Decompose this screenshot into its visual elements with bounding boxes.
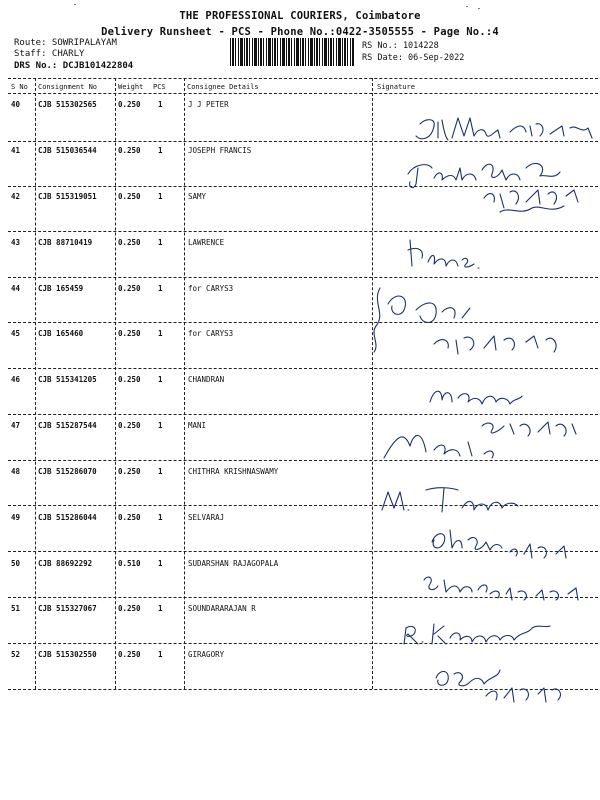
row-consignment: CJB 515036544 (38, 146, 97, 155)
row-pcs: 1 (158, 146, 163, 155)
row-consignment: CJB 88710419 (38, 238, 93, 247)
row-weight: 0.250 (118, 329, 141, 338)
col-pcs: PCS (153, 83, 166, 91)
row-consignment: CJB 515319051 (38, 192, 97, 201)
signature-43 (404, 236, 484, 272)
col-sno: S No (11, 83, 28, 91)
col-signature: Signature (377, 83, 415, 91)
row-consignee: CHITHRA KRISHNASWAMY (188, 467, 279, 476)
row-weight: 0.510 (118, 559, 141, 568)
col-consignment: Consignment No (38, 83, 98, 91)
row-pcs: 1 (158, 559, 163, 568)
row-sno: 45 (11, 329, 21, 338)
row-sno: 49 (11, 513, 21, 522)
row-consignee: GIRAGORY (188, 650, 225, 659)
row-pcs: 1 (158, 192, 163, 201)
row-pcs: 1 (158, 284, 163, 293)
row-consignee: SUDARSHAN RAJAGOPALA (188, 559, 279, 568)
signature-49 (426, 524, 576, 564)
rs-date: RS Date: 06-Sep-2022 (362, 53, 465, 63)
row-sno: 52 (11, 650, 21, 659)
row-weight: 0.250 (118, 467, 141, 476)
row-consignment: CJB 165460 (38, 329, 84, 338)
row-consignment: CJB 515341205 (38, 375, 97, 384)
runsheet-subtitle: Delivery Runsheet - PCS - Phone No.:0422-3505555 - Page No.:4 (101, 26, 499, 38)
row-weight: 0.250 (118, 192, 141, 201)
row-consignment: CJB 515286070 (38, 467, 97, 476)
row-pcs: 1 (158, 604, 163, 613)
signature-52 (430, 660, 570, 706)
signature-44-45 (366, 282, 576, 362)
row-weight: 0.250 (118, 375, 141, 384)
row-consignee: CHANDRAN (188, 375, 225, 384)
row-weight: 0.250 (118, 238, 141, 247)
row-consignee: J J PETER (188, 100, 229, 109)
row-consignee: SAMY (188, 192, 207, 201)
row-sno: 50 (11, 559, 21, 568)
row-consignee: MANI (188, 421, 207, 430)
signature-46 (424, 380, 524, 410)
row-weight: 0.250 (118, 146, 141, 155)
signature-48 (378, 482, 528, 516)
signature-40 (412, 112, 600, 148)
signature-51 (398, 616, 558, 652)
row-consignment: CJB 165459 (38, 284, 84, 293)
signature-47 (376, 416, 582, 472)
row-pcs: 1 (158, 650, 163, 659)
row-weight: 0.250 (118, 604, 141, 613)
row-consignee: for CARYS3 (188, 284, 234, 293)
row-rule (8, 368, 598, 369)
row-sno: 43 (11, 238, 21, 247)
row-rule (8, 231, 598, 232)
row-pcs: 1 (158, 513, 163, 522)
row-consignment: CJB 515302565 (38, 100, 97, 109)
row-consignment: CJB 515327067 (38, 604, 97, 613)
staff-label: Staff: CHARLY (14, 49, 85, 59)
row-pcs: 1 (158, 421, 163, 430)
row-consignment: CJB 515287544 (38, 421, 97, 430)
row-consignee: SELVARAJ (188, 513, 225, 522)
row-sno: 51 (11, 604, 21, 613)
row-weight: 0.250 (118, 650, 141, 659)
row-consignment: CJB 515286044 (38, 513, 97, 522)
route-label: Route: SOWRIPALAYAM (14, 38, 117, 48)
row-consignee: for CARYS3 (188, 329, 234, 338)
signature-41 (404, 150, 594, 222)
company-title: THE PROFESSIONAL COURIERS, Coimbatore (179, 10, 421, 22)
col-consignee: Consignee Details (187, 83, 259, 91)
scan-speck (478, 8, 480, 9)
row-weight: 0.250 (118, 284, 141, 293)
row-pcs: 1 (158, 100, 163, 109)
row-pcs: 1 (158, 329, 163, 338)
table-top-rule (8, 78, 598, 79)
barcode (230, 38, 354, 66)
row-rule (8, 414, 598, 415)
col-weight: Weight (118, 83, 144, 91)
row-pcs: 1 (158, 238, 163, 247)
row-pcs: 1 (158, 375, 163, 384)
header-rule (8, 93, 598, 94)
row-weight: 0.250 (118, 513, 141, 522)
row-consignment: CJB 88692292 (38, 559, 93, 568)
scan-speck (466, 6, 468, 7)
row-sno: 48 (11, 467, 21, 476)
row-consignee: SOUNDARARAJAN R (188, 604, 256, 613)
row-sno: 40 (11, 100, 21, 109)
row-sno: 41 (11, 146, 21, 155)
row-rule (8, 277, 598, 278)
row-weight: 0.250 (118, 421, 141, 430)
signature-50 (420, 570, 590, 606)
row-pcs: 1 (158, 467, 163, 476)
row-sno: 44 (11, 284, 21, 293)
drs-number: DRS No.: DCJB101422804 (14, 61, 134, 71)
row-consignment: CJB 515302550 (38, 650, 97, 659)
row-sno: 46 (11, 375, 21, 384)
scan-speck (74, 4, 76, 5)
row-consignee: LAWRENCE (188, 238, 225, 247)
row-sno: 47 (11, 421, 21, 430)
row-sno: 42 (11, 192, 21, 201)
rs-number: RS No.: 1014228 (362, 41, 439, 51)
row-consignee: JOSEPH FRANCIS (188, 146, 252, 155)
row-weight: 0.250 (118, 100, 141, 109)
